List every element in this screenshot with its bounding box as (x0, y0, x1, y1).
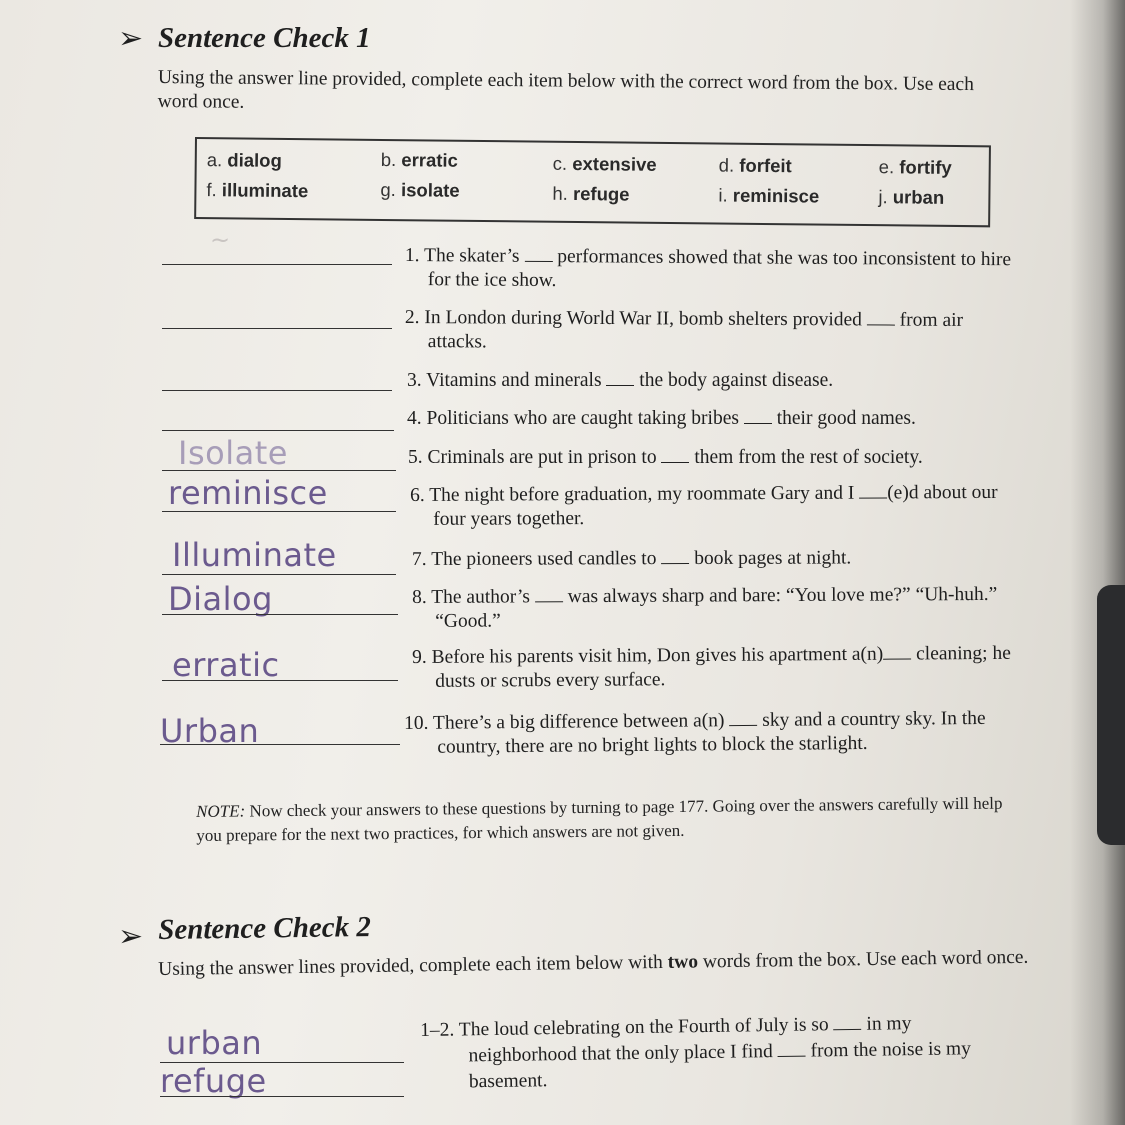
item-7: 7. The pioneers used candles to book pages at night. (412, 547, 852, 570)
handwritten-answer-5: Isolate (178, 434, 288, 472)
blank (867, 310, 895, 325)
item-5: 5. Criminals are put in prison to them from the rest of society. (408, 447, 923, 468)
blank (778, 1042, 806, 1057)
handwritten-answer-8: Dialog (168, 580, 273, 618)
dark-object-edge (1097, 585, 1125, 845)
word-e: e. fortify (878, 156, 952, 178)
blank (661, 549, 689, 564)
blank (524, 247, 552, 262)
arrow-bullet-icon: ➢ (118, 919, 144, 954)
answer-line-1 (162, 264, 392, 265)
section2-heading: Sentence Check 2 (158, 911, 372, 946)
blank (833, 1015, 861, 1030)
answer-line-7 (162, 574, 396, 575)
word-h: h. refuge (552, 182, 630, 205)
section1-instructions: Using the answer line provided, complete each item below with the correct word from the box. Use each word once. (157, 66, 974, 113)
word-i: i. reminisce (718, 184, 820, 207)
answer-line-2 (162, 328, 392, 329)
word-d: d. forfeit (718, 154, 792, 177)
blank (535, 587, 563, 602)
word-a: a. dialog (206, 149, 282, 171)
arrow-bullet-icon: ➢ (118, 21, 144, 56)
handwritten-answer-10: Urban (160, 712, 260, 750)
word-f: f. illuminate (206, 179, 309, 202)
word-g: g. isolate (380, 178, 460, 201)
note-label: NOTE: (196, 801, 246, 821)
note-text: Now check your answers to these questions by turning to page 177. Going over the answers carefully will help you prepare for the next two practices, for which answers are not given. (196, 793, 1003, 845)
section1-heading: Sentence Check 1 (158, 22, 371, 54)
handwritten-answer-7: Illuminate (172, 536, 337, 574)
item-4: 4. Politicians who are caught taking bribes their good names. (407, 408, 916, 429)
answer-line-s2-2 (160, 1096, 404, 1097)
item-9: 9. Before his parents visit him, Don gives his apartment a(n) cleaning; he dusts or scrubs every surface. (412, 642, 1011, 692)
blank (606, 371, 634, 386)
word-c: c. extensive (552, 152, 657, 175)
page-shadow (1070, 0, 1125, 1125)
item-10: 10. There’s a big difference between a(n) sky and a country sky. In the country, there are no bright lights to block the starlight. (404, 707, 986, 758)
answer-line-6 (162, 511, 396, 512)
blank (744, 409, 772, 424)
erased-writing: ~ (210, 226, 231, 254)
item-1: 1. The skater’s performances showed that she was too inconsistent to hire for the ice show. (404, 244, 1012, 292)
item-6: 6. The night before graduation, my roommate Gary and I (e)d about our four years together. (410, 481, 998, 530)
answer-line-9 (162, 680, 398, 681)
item-8: 8. The author’s was always sharp and bare: “You love me?” “Uh-huh.” “Good.” (412, 583, 998, 632)
answer-line-8 (162, 614, 398, 615)
word-j: j. urban (878, 186, 945, 208)
answer-line-10 (160, 744, 400, 745)
item-s2-1-2: 1–2. The loud celebrating on the Fourth of July is so in my neighborhood that the only place I find from the noise is my basement. (420, 1013, 972, 1093)
answer-line-5 (162, 470, 396, 471)
handwritten-answer-1: urban (166, 1024, 263, 1062)
blank (883, 645, 911, 660)
handwritten-answer-6: reminisce (168, 474, 328, 512)
word-box (194, 137, 991, 227)
item-3: 3. Vitamins and minerals the body against disease. (407, 370, 834, 391)
handwritten-answer-9: erratic (172, 646, 280, 684)
blank (729, 711, 757, 726)
section2-instructions: Using the answer lines provided, complete each item below with two words from the box. Use each word once. (158, 946, 1029, 980)
blank (859, 484, 887, 499)
word-b: b. erratic (380, 148, 459, 171)
note (196, 791, 1026, 848)
answer-line-4 (162, 430, 394, 431)
handwritten-answer-2: refuge (160, 1062, 267, 1100)
blank (661, 448, 689, 463)
answer-line-3 (162, 390, 392, 391)
item-2: 2. In London during World War II, bomb shelters provided from air attacks. (404, 307, 964, 353)
